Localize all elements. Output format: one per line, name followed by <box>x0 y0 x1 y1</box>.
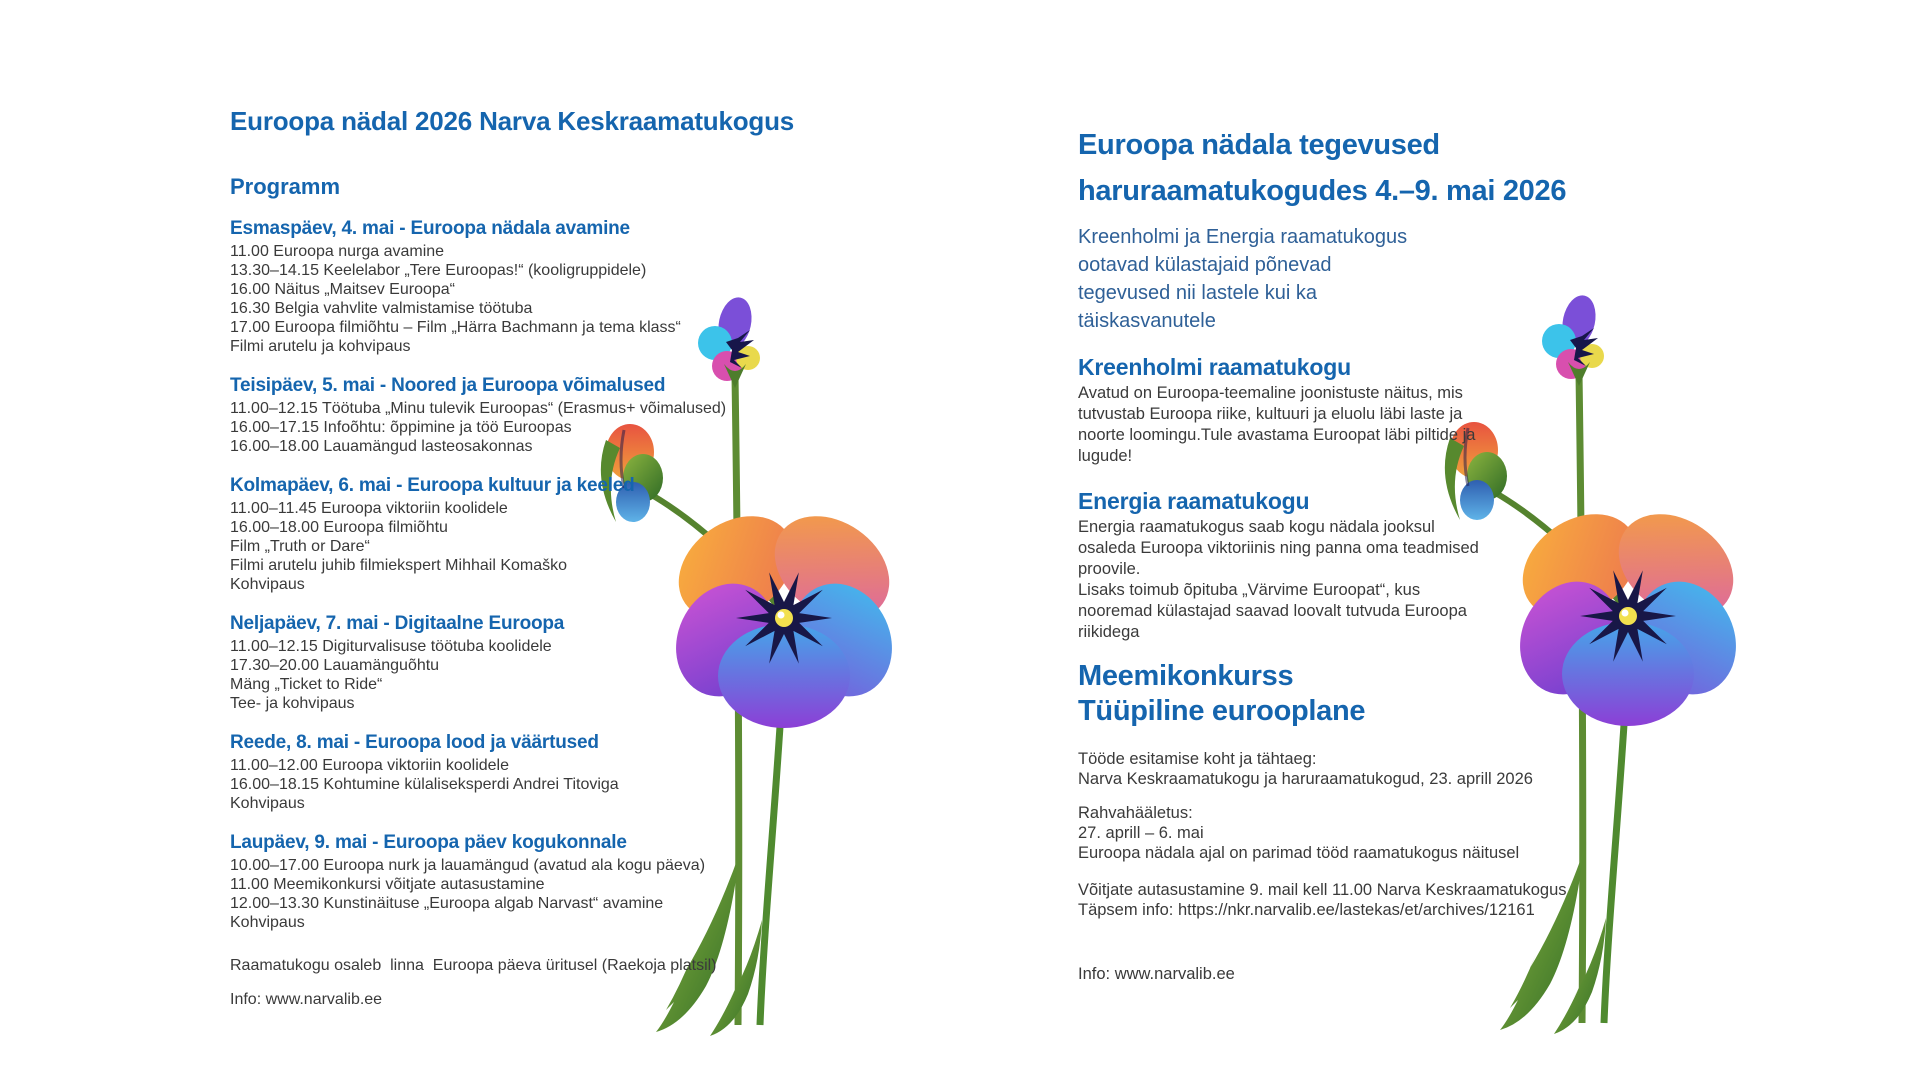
day-section-saturday <box>230 833 820 932</box>
schedule-line: 11.00–12.15 Töötuba „Minu tulevik Euroopas“ (Erasmus+ võimalused) <box>230 400 727 417</box>
schedule-line: 10.00–17.00 Euroopa nurk ja lauamängud (avatud ala kogu päeva) <box>230 857 706 874</box>
section-body <box>1078 517 1638 643</box>
contest-title-line2: Tüüpiline eurooplane <box>1078 695 1366 727</box>
intro-paragraph <box>1078 223 1638 335</box>
schedule-line: Mäng „Ticket to Ride“ <box>230 676 383 693</box>
body-line: Avatud on Euroopa-teemaline joonistuste näitus, mis <box>1078 384 1463 402</box>
body-line: tutvustab Euroopa riike, kultuuri ja eluolu läbi laste ja <box>1078 405 1463 423</box>
schedule-line: 13.30–14.15 Keelelabor „Tere Euroopas!“ (kooligruppidele) <box>230 262 647 279</box>
day-heading: Neljapäev, 7. mai - Digitaalne Euroopa <box>230 613 565 634</box>
schedule-line: 16.00–18.00 Euroopa filmiõhtu <box>230 519 448 536</box>
contest-submission-info <box>1078 749 1638 789</box>
page-title: Euroopa nädal 2026 Narva Keskraamatukogus <box>230 106 795 136</box>
day-schedule <box>230 756 820 813</box>
schedule-line: 11.00 Euroopa nurga avamine <box>230 243 445 260</box>
day-heading: Kolmapäev, 6. mai - Euroopa kultuur ja keeled <box>230 475 635 496</box>
intro-line: täiskasvanutele <box>1078 310 1216 332</box>
body-line: proovile. <box>1078 560 1141 578</box>
body-line: Lisaks toimub õpituba „Värvime Euroopat“, kus <box>1078 581 1421 599</box>
section-heading: Kreenholmi raamatukogu <box>1078 354 1351 380</box>
day-section-thursday <box>230 614 820 713</box>
contest-title-line1: Meemikonkurss <box>1078 660 1294 692</box>
section-body <box>1078 383 1638 467</box>
body-line: Täpsem info: https://nkr.narvalib.ee/lastekas/et/archives/12161 <box>1078 901 1535 919</box>
body-line: Energia raamatukogus saab kogu nädala jooksul <box>1078 518 1435 536</box>
body-line: Euroopa nädala ajal on parimad tööd raamatukogus näitusel <box>1078 844 1520 862</box>
schedule-line: Tee- ja kohvipaus <box>230 695 355 712</box>
page-title-line2: haruraamatukogudes 4.–9. mai 2026 <box>1078 175 1567 207</box>
day-heading: Laupäev, 9. mai - Euroopa päev kogukonnale <box>230 832 627 853</box>
section-kreenholm <box>1078 355 1638 467</box>
day-section-wednesday <box>230 476 820 594</box>
page-title-line1: Euroopa nädala tegevused <box>1078 129 1440 161</box>
day-schedule <box>230 242 820 356</box>
schedule-line: 11.00–12.00 Euroopa viktoriin koolidele <box>230 757 510 774</box>
intro-line: tegevused nii lastele kui ka <box>1078 282 1318 304</box>
program-heading: Programm <box>230 174 341 199</box>
body-line: noorte loomingu.Tule avastama Euroopat läbi piltide ja <box>1078 426 1476 444</box>
body-line: 27. aprill – 6. mai <box>1078 824 1204 842</box>
body-line: nooremad külastajad saavad loovalt tutvuda Euroopa <box>1078 602 1467 620</box>
schedule-line: 17.30–20.00 Lauamänguõhtu <box>230 657 440 674</box>
body-line: osaleda Euroopa viktoriinis ning panna oma teadmised <box>1078 539 1479 557</box>
day-section-tuesday <box>230 376 820 456</box>
contest-award-info <box>1078 880 1638 920</box>
body-line: Võitjate autasustamine 9. mail kell 11.00 Narva Keskraamatukogus <box>1078 881 1567 899</box>
day-schedule <box>230 637 820 713</box>
right-page <box>1078 122 1638 984</box>
schedule-line: 16.30 Belgia vahvlite valmistamise töötuba <box>230 300 533 317</box>
schedule-line: Filmi arutelu ja kohvipaus <box>230 338 411 355</box>
schedule-line: 16.00–18.15 Kohtumine külaliseksperdi Andrei Titoviga <box>230 776 619 793</box>
left-page <box>230 106 820 1010</box>
section-energia <box>1078 489 1638 643</box>
day-schedule <box>230 856 820 932</box>
schedule-line: 11.00–11.45 Euroopa viktoriin koolidele <box>230 500 508 517</box>
schedule-line: 16.00–18.00 Lauamängud lasteosakonnas <box>230 438 533 455</box>
schedule-line: Kohvipaus <box>230 576 305 593</box>
schedule-line: 11.00–12.15 Digiturvalisuse töötuba koolidele <box>230 638 552 655</box>
body-line: Tööde esitamise koht ja tähtaeg: <box>1078 750 1317 768</box>
intro-line: Kreenholmi ja Energia raamatukogus <box>1078 226 1408 248</box>
info-website: Info: www.narvalib.ee <box>1078 965 1235 983</box>
schedule-line: 11.00 Meemikonkursi võitjate autasustamine <box>230 876 545 893</box>
section-heading: Energia raamatukogu <box>1078 488 1310 514</box>
day-section-monday <box>230 219 820 356</box>
body-line: Narva Keskraamatukogu ja haruraamatukogud, 23. aprill 2026 <box>1078 770 1533 788</box>
day-heading: Reede, 8. mai - Euroopa lood ja väärtused <box>230 732 599 753</box>
day-section-friday <box>230 733 820 813</box>
schedule-line: 16.00 Näitus „Maitsev Euroopa“ <box>230 281 455 298</box>
contest-vote-info <box>1078 803 1638 863</box>
schedule-line: Kohvipaus <box>230 914 305 931</box>
body-line: lugude! <box>1078 447 1133 465</box>
schedule-line: 17.00 Euroopa filmiõhtu – Film „Härra Bachmann ja tema klass“ <box>230 319 681 336</box>
day-schedule <box>230 399 820 456</box>
footer-note: Raamatukogu osaleb linna Euroopa päeva üritusel (Raekoja platsil) <box>230 957 717 974</box>
info-website: Info: www.narvalib.ee <box>230 991 383 1008</box>
schedule-line: Film „Truth or Dare“ <box>230 538 370 555</box>
schedule-line: Filmi arutelu juhib filmiekspert Mihhail Komaško <box>230 557 568 574</box>
schedule-line: 12.00–13.30 Kunstinäituse „Euroopa algab Narvast“ avamine <box>230 895 664 912</box>
day-schedule <box>230 499 820 594</box>
day-heading: Esmaspäev, 4. mai - Euroopa nädala avamine <box>230 218 630 239</box>
schedule-line: 16.00–17.15 Infoõhtu: õppimine ja töö Euroopas <box>230 419 572 436</box>
intro-line: ootavad külastajaid põnevad <box>1078 254 1332 276</box>
body-line: riikidega <box>1078 623 1140 641</box>
schedule-line: Kohvipaus <box>230 795 305 812</box>
day-heading: Teisipäev, 5. mai - Noored ja Euroopa võimalused <box>230 375 666 396</box>
body-line: Rahvahääletus: <box>1078 804 1193 822</box>
